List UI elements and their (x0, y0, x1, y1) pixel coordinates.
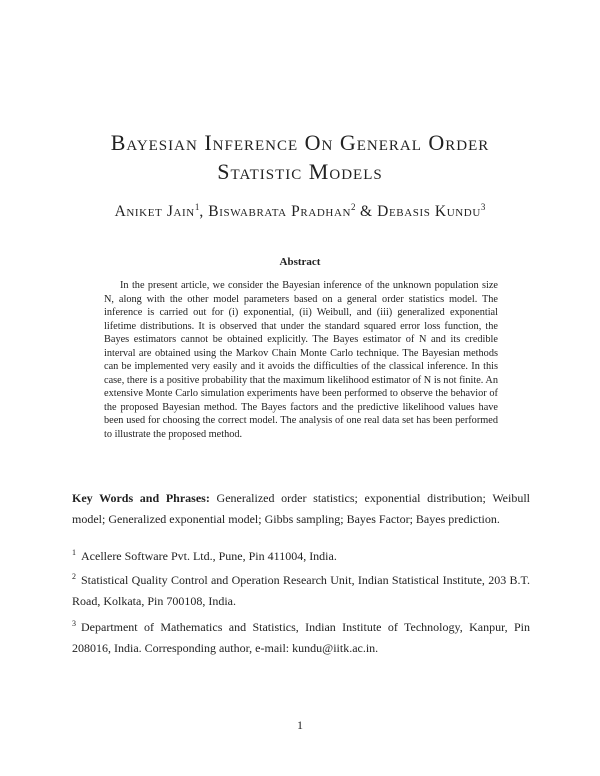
footnote (72, 613, 530, 659)
footnote-text: Department of Mathematics and Statistics, Indian Institute of Technology, Kanpur, Pin 208016, India. Corresponding author, e-mail: kundu@iitk.ac.in. (72, 620, 530, 655)
author-name: Biswabrata Pradhan (208, 203, 352, 221)
abstract-heading: Abstract (279, 256, 321, 268)
footnote-text: Acellere Software Pvt. Ltd., Pune, Pin 411004, India. (81, 549, 337, 563)
paper-title-line-2: Statistic Models (217, 159, 383, 184)
abstract-text: In the present article, we consider the Bayesian inference of the unknown population size N, along with the other model parameters based on a general order statistics model. The inference is carried out for (i) exponential, (ii) Weibull, and (iii) generalized exponential lifetime distributions. It is observed that under the standard squared error loss function, the Bayes estimators cannot be obtained explicitly. The Bayes estimator of N and its credible interval are obtained using the Markov Chain Monte Carlo technique. The Bayesian methods can be implemented very easily and it avoids the difficulties of the classical inference. In this case, there is a positive probability that the maximum likelihood estimator of N is not finite. An extensive Monte Carlo simulation experiments have been performed to observe the behavior of the proposed Bayesian method. The Bayes factors and the predictive likelihood values have been used for choosing the correct model. The analysis of one real data set has been performed to illustrate the proposed method. (104, 280, 498, 440)
author-separator: , (199, 203, 209, 221)
author-mark: 1 (194, 202, 200, 212)
author-mark: 2 (351, 202, 356, 212)
keywords-label: Key Words and Phrases: (72, 491, 210, 505)
author-separator: & (355, 203, 378, 221)
footnote (72, 542, 530, 567)
page-number: 1 (297, 718, 303, 732)
footnote-mark: 1 (72, 548, 76, 557)
keywords-paragraph (72, 488, 530, 530)
paper-title-line-1: Bayesian Inference On General Order (110, 130, 490, 155)
author-mark: 3 (480, 202, 486, 212)
author-list (0, 202, 600, 221)
footnote-mark: 2 (72, 572, 76, 581)
footnote (72, 566, 530, 612)
author-name: Debasis Kundu (377, 203, 481, 221)
footnote-text: Statistical Quality Control and Operation Research Unit, Indian Statistical Institute, 203 B.T. Road, Kolkata, Pin 700108, India. (72, 573, 530, 608)
author-name: Aniket Jain (114, 203, 195, 221)
paper-title (0, 128, 600, 186)
footnote-mark: 3 (72, 619, 76, 628)
keywords-text: Generalized order statistics; exponential distribution; Weibull model; Generalized exponential model; Gibbs sampling; Bayes Factor; Bayes prediction. (72, 491, 531, 526)
